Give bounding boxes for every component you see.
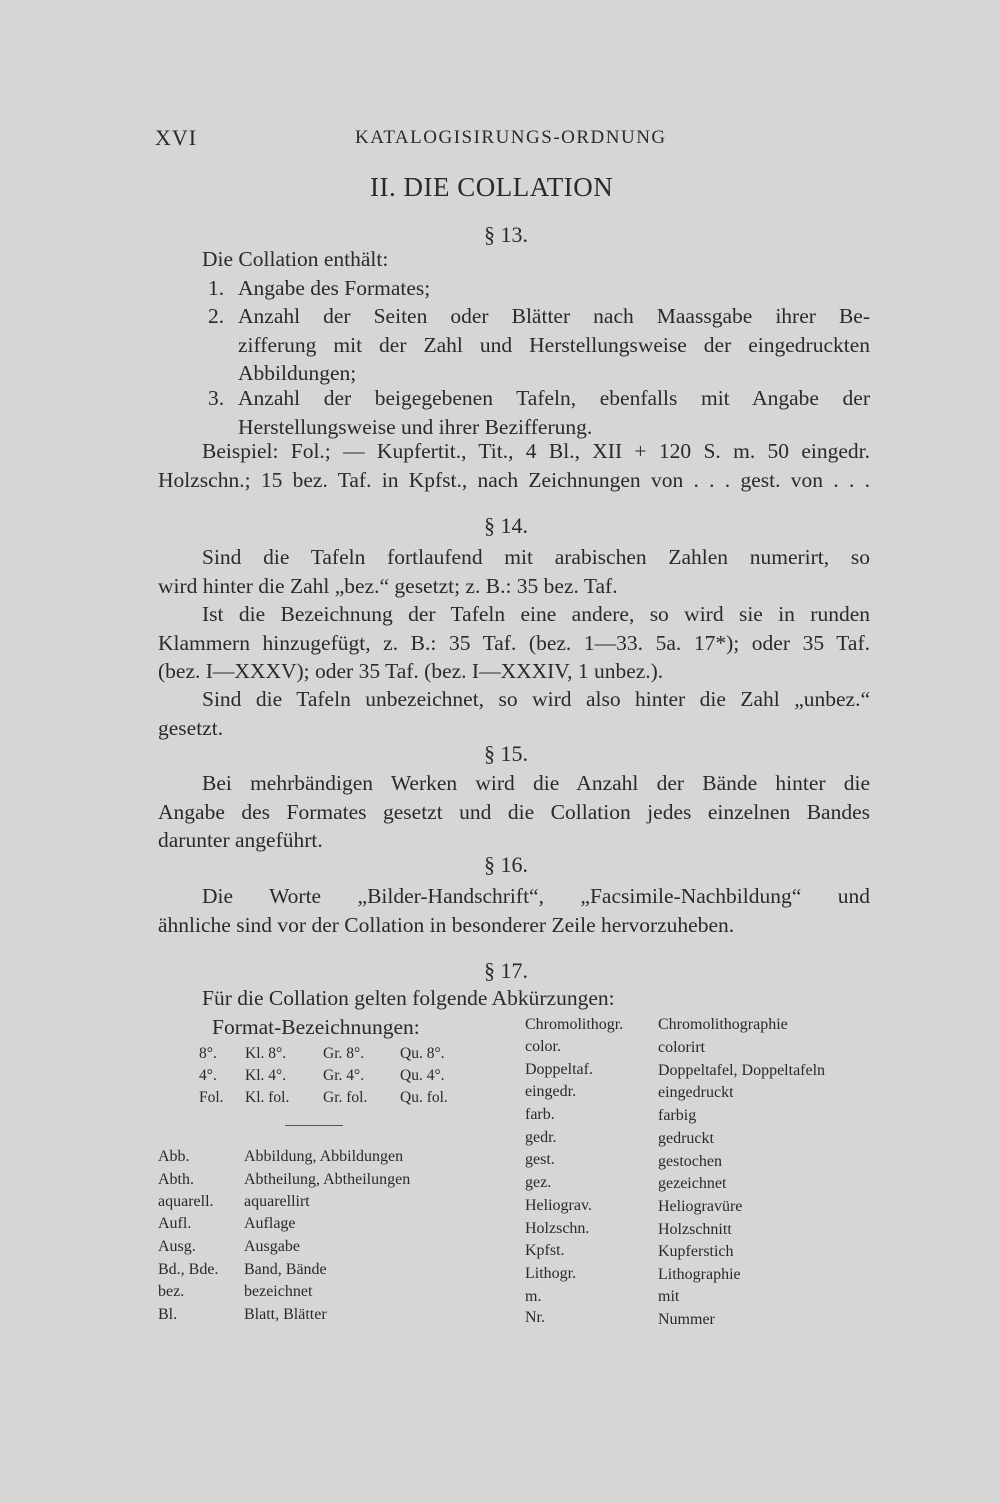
list-line: Herstellungsweise und ihrer Bezifferung. (238, 414, 593, 439)
s15-paragraph-1 (158, 769, 870, 855)
abbr-term: Abth. (158, 1171, 194, 1188)
abbr-term: Bd., Bde. (158, 1261, 219, 1278)
abbr-meaning: aquarellirt (244, 1193, 310, 1210)
list-number: 2. (208, 304, 225, 328)
format-cell: Kl. 4°. (245, 1067, 287, 1084)
list-line: Anzahl der beigegebenen Tafeln, ebenfalls mit Angabe der (238, 386, 870, 410)
format-cell: Kl. 8°. (245, 1045, 287, 1062)
abbr-term: gest. (525, 1151, 555, 1168)
list-line: Anzahl der Seiten oder Blätter nach Maassgabe ihrer Be- (238, 304, 870, 328)
abbr-term: gedr. (525, 1129, 557, 1146)
page-number: XVI (155, 125, 198, 150)
section-heading-17: § 17. (484, 958, 528, 983)
abbr-term: Ausg. (158, 1238, 196, 1255)
abbr-term: farb. (525, 1106, 555, 1123)
s14-paragraph-2 (158, 600, 870, 686)
format-cell: Qu. 4°. (400, 1067, 445, 1084)
abbr-meaning: mit (658, 1288, 680, 1305)
abbr-meaning: farbig (658, 1107, 697, 1124)
abbr-meaning: Chromolithographie (658, 1016, 788, 1033)
abbr-term: Heliograv. (525, 1197, 592, 1214)
abbr-term: Doppeltaf. (525, 1061, 593, 1078)
abbr-term: aquarell. (158, 1193, 214, 1210)
s13-list-item-2 (208, 302, 870, 388)
s13-intro: Die Collation enthält: (202, 247, 389, 271)
section-heading-15: § 15. (484, 741, 528, 766)
abbr-meaning: Nummer (658, 1311, 715, 1328)
s14-paragraph-1 (158, 543, 870, 600)
abbr-term: bez. (158, 1283, 185, 1300)
format-cell: Kl. fol. (245, 1089, 290, 1106)
abbr-term: Lithogr. (525, 1265, 577, 1282)
abbr-meaning: bezeichnet (244, 1283, 313, 1300)
text-line: Klammern hinzugefügt, z. B.: 35 Taf. (bez. 1—33. 5a. 17*); oder 35 Taf. (158, 630, 870, 655)
text-line: Angabe des Formates gesetzt und die Collation jedes einzelnen Bandes (158, 799, 870, 824)
list-number: 1. (208, 276, 225, 300)
text-line: (bez. I—XXXV); oder 35 Taf. (bez. I—XXXIV, 1 unbez.). (158, 659, 664, 684)
s14-paragraph-3 (158, 685, 870, 742)
abbr-meaning: Abbildung, Abbildungen (244, 1148, 404, 1165)
text-line: wird hinter die Zahl „bez.“ gesetzt; z. B.: 35 bez. Taf. (158, 573, 618, 598)
text-line: Bei mehrbändigen Werken wird die Anzahl der Bände hinter die (202, 771, 870, 795)
abbr-term: Kpfst. (525, 1242, 565, 1259)
text-line: Sind die Tafeln unbezeichnet, so wird also hinter die Zahl „unbez.“ (202, 687, 870, 711)
abbr-meaning: Kupferstich (658, 1243, 734, 1260)
format-cell: Qu. 8°. (400, 1045, 445, 1062)
abbr-meaning: Blatt, Blätter (244, 1306, 327, 1323)
example-line: Beispiel: Fol.; — Kupfertit., Tit., 4 Bl., XII + 120 S. m. 50 eingedr. (202, 439, 870, 463)
format-cell: 8°. (199, 1045, 217, 1062)
abbr-meaning: Auflage (244, 1215, 296, 1232)
chapter-title: II. DIE COLLATION (370, 172, 614, 202)
abbr-meaning: Ausgabe (244, 1238, 300, 1255)
format-heading: Format-Bezeichnungen: (212, 1015, 420, 1039)
format-cell: Gr. 4°. (323, 1067, 365, 1084)
abbr-term: Bl. (158, 1306, 178, 1323)
divider-rule (285, 1125, 343, 1126)
abbr-meaning: eingedruckt (658, 1084, 734, 1101)
s13-example (158, 437, 870, 494)
s17-intro: Für die Collation gelten folgende Abkürzungen: (202, 986, 615, 1010)
text-line: Ist die Bezeichnung der Tafeln eine andere, so wird sie in runden (202, 602, 870, 626)
abbr-term: color. (525, 1038, 561, 1055)
list-line: Abbildungen; (238, 361, 357, 386)
list-line: Angabe des Formates; (238, 276, 431, 300)
text-line: gesetzt. (158, 715, 224, 740)
abbr-term: Holzschn. (525, 1220, 590, 1237)
abbr-term: m. (525, 1288, 542, 1305)
section-heading-13: § 13. (484, 222, 528, 247)
abbr-term: Chromolithogr. (525, 1016, 624, 1033)
section-heading-14: § 14. (484, 513, 528, 538)
text-line: ähnliche sind vor der Collation in besonderer Zeile hervorzuheben. (158, 912, 735, 937)
format-cell: Qu. fol. (400, 1089, 448, 1106)
example-line: Holzschn.; 15 bez. Taf. in Kpfst., nach Zeichnungen von . . . gest. von . . . (158, 467, 870, 492)
s16-paragraph-1 (158, 882, 870, 939)
text-line: darunter angeführt. (158, 828, 323, 853)
format-cell: Fol. (199, 1089, 224, 1106)
format-cell: 4°. (199, 1067, 217, 1084)
abbr-meaning: Band, Bände (244, 1261, 327, 1278)
list-number: 3. (208, 386, 225, 410)
text-line: Die Worte „Bilder-Handschrift“, „Facsimile-Nachbildung“ und (202, 884, 870, 908)
abbr-meaning: Lithographie (658, 1266, 741, 1283)
section-heading-16: § 16. (484, 852, 528, 877)
abbr-meaning: Abtheilung, Abtheilungen (244, 1171, 411, 1188)
format-cell: Gr. fol. (323, 1089, 368, 1106)
abbr-meaning: gedruckt (658, 1130, 714, 1147)
s13-list-item-1 (208, 274, 870, 303)
abbr-meaning: Heliogravüre (658, 1198, 743, 1215)
abbr-term: Abb. (158, 1148, 190, 1165)
abbr-meaning: gezeichnet (658, 1175, 727, 1192)
abbr-meaning: Doppeltafel, Doppeltafeln (658, 1062, 826, 1079)
s13-list-item-3 (208, 384, 870, 441)
running-title: KATALOGISIRUNGS-ORDNUNG (355, 127, 667, 148)
abbr-term: gez. (525, 1174, 552, 1191)
abbr-meaning: gestochen (658, 1153, 722, 1170)
abbr-meaning: Holzschnitt (658, 1221, 732, 1238)
abbr-term: Nr. (525, 1309, 545, 1326)
text-line: Sind die Tafeln fortlaufend mit arabischen Zahlen numerirt, so (202, 545, 870, 569)
list-line: zifferung mit der Zahl und Herstellungsweise der eingedruckten (238, 332, 870, 357)
abbr-term: eingedr. (525, 1083, 577, 1100)
abbr-term: Aufl. (158, 1215, 192, 1232)
abbr-meaning: colorirt (658, 1039, 706, 1056)
format-cell: Gr. 8°. (323, 1045, 365, 1062)
